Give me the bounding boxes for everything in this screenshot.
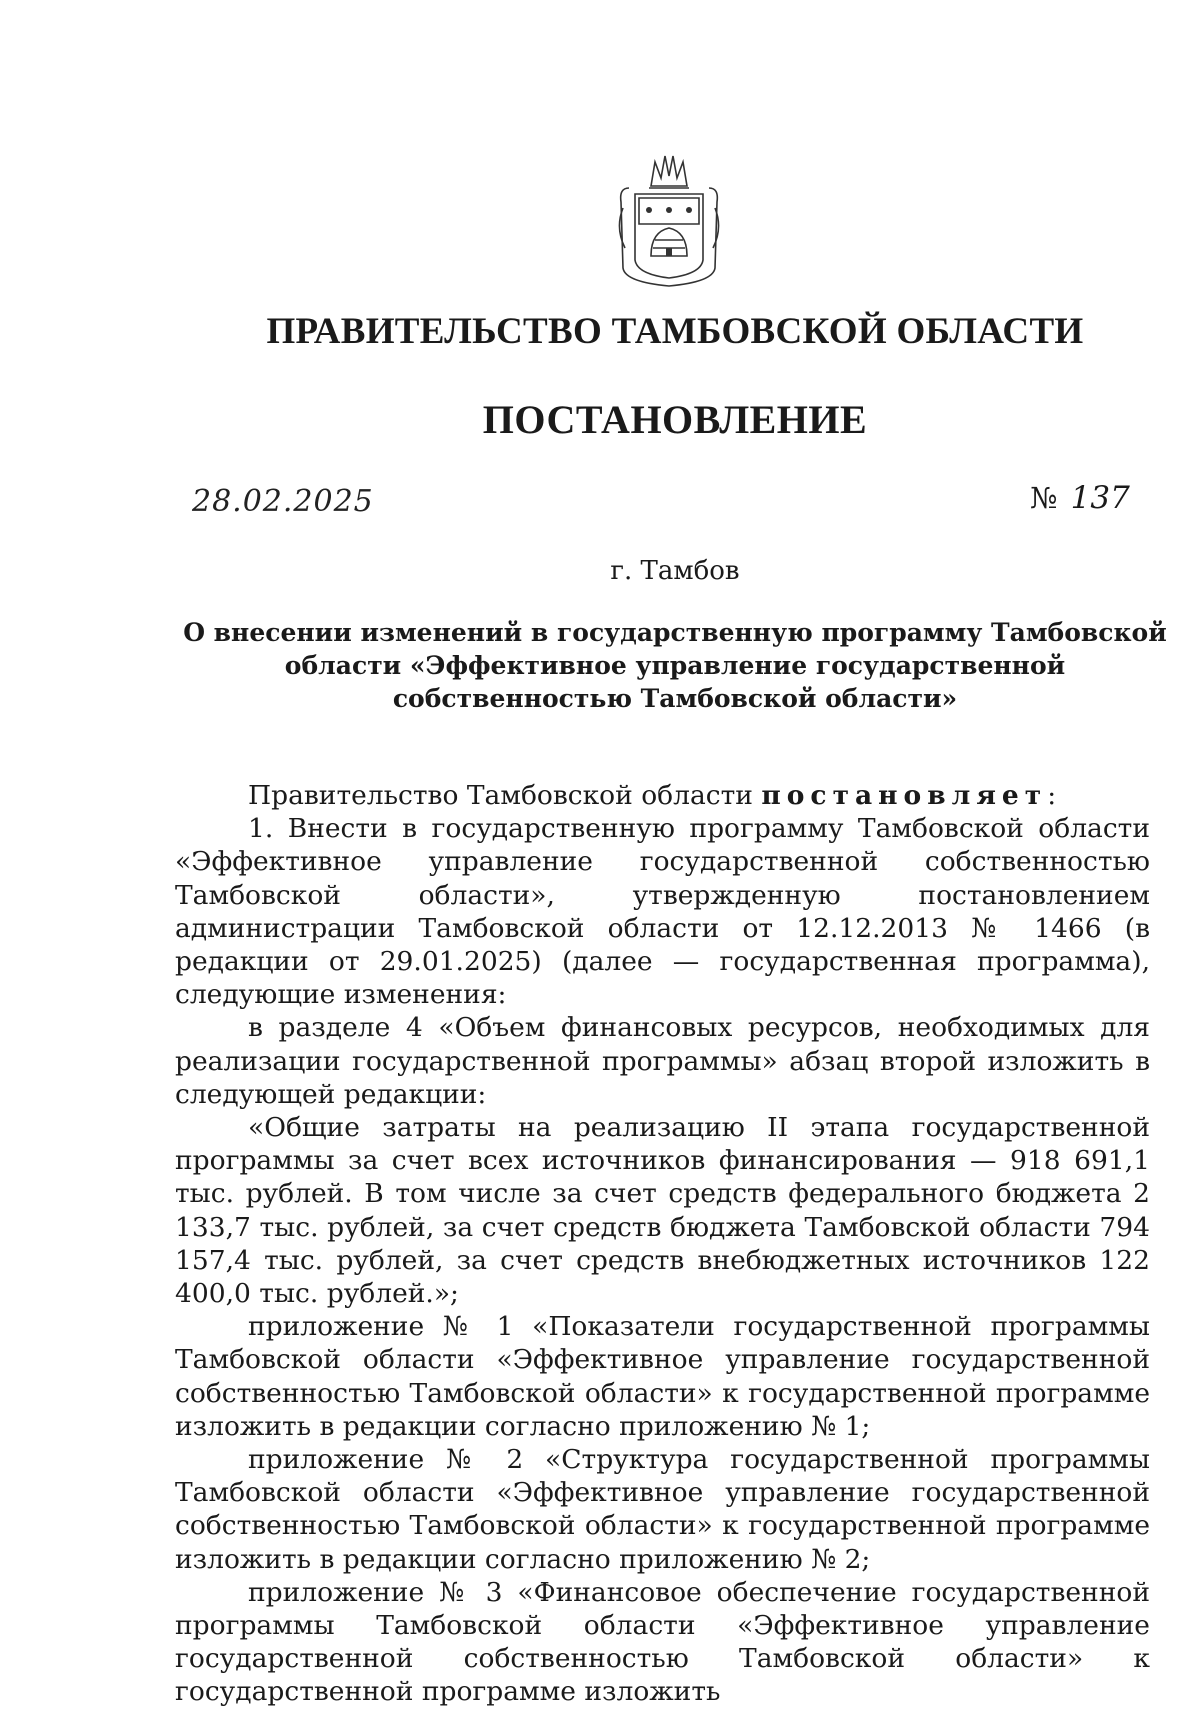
body-paragraph: приложение № 3 «Финансовое обеспечение государственной программы Тамбовской области «Эффективное управление государственной собственностью Тамбовской области» к государственной программе изложить bbox=[175, 1576, 1150, 1708]
coat-of-arms-emblem bbox=[611, 148, 727, 288]
body-paragraph: 1. Внести в государственную программу Тамбовской области «Эффективное управление государственной собственностью Тамбовской области», утвержденную постановлением администрации Тамбовской области от 12.12.2013 № 1466 (в редакции от 29.01.2025) (далее — государственная программа), следующие изменения: bbox=[175, 813, 1150, 1011]
city-line: г. Тамбов bbox=[610, 556, 740, 586]
intro-verb: постановляет bbox=[761, 780, 1048, 811]
body-paragraph: приложение № 1 «Показатели государственной программы Тамбовской области «Эффективное управление государственной собственностью Тамбовской области» к государственной программе изложить в редакции согласно приложению № 1; bbox=[175, 1311, 1150, 1442]
intro-paragraph bbox=[175, 779, 1150, 812]
body-paragraph: в разделе 4 «Объем финансовых ресурсов, необходимых для реализации государственной программы» абзац второй изложить в следующей редакции: bbox=[175, 1012, 1150, 1110]
document-number bbox=[1030, 480, 1130, 516]
number-prefix: № bbox=[1030, 481, 1058, 515]
intro-end: : bbox=[1047, 780, 1057, 811]
organization-title: ПРАВИТЕЛЬСТВО ТАМБОВСКОЙ ОБЛАСТИ bbox=[266, 311, 1084, 352]
handwritten-date: 28.02.2025 bbox=[192, 484, 374, 519]
document-subject: О внесении изменений в государственную программу Тамбовской области «Эффективное управление государственной собственностью Тамбовской области» bbox=[183, 618, 1167, 713]
document-body bbox=[175, 779, 1150, 1709]
handwritten-number: 137 bbox=[1070, 480, 1130, 516]
intro-text: Правительство Тамбовской области bbox=[248, 780, 762, 811]
body-paragraph: «Общие затраты на реализацию II этапа государственной программы за счет всех источников финансирования — 918 691,1 тыс. рублей. В том числе за счет средств федерального бюджета 2 133,7 тыс. рублей, за счет средств бюджета Тамбовской области 794 157,4 тыс. рублей, за счет средств внебюджетных источников 122 400,0 тыс. рублей.»; bbox=[175, 1112, 1150, 1310]
document-type-title: ПОСТАНОВЛЕНИЕ bbox=[482, 397, 868, 442]
body-paragraph: приложение № 2 «Структура государственной программы Тамбовской области «Эффективное управление государственной собственностью Тамбовской области» к государственной программе изложить в редакции согласно приложению № 2; bbox=[175, 1444, 1150, 1575]
